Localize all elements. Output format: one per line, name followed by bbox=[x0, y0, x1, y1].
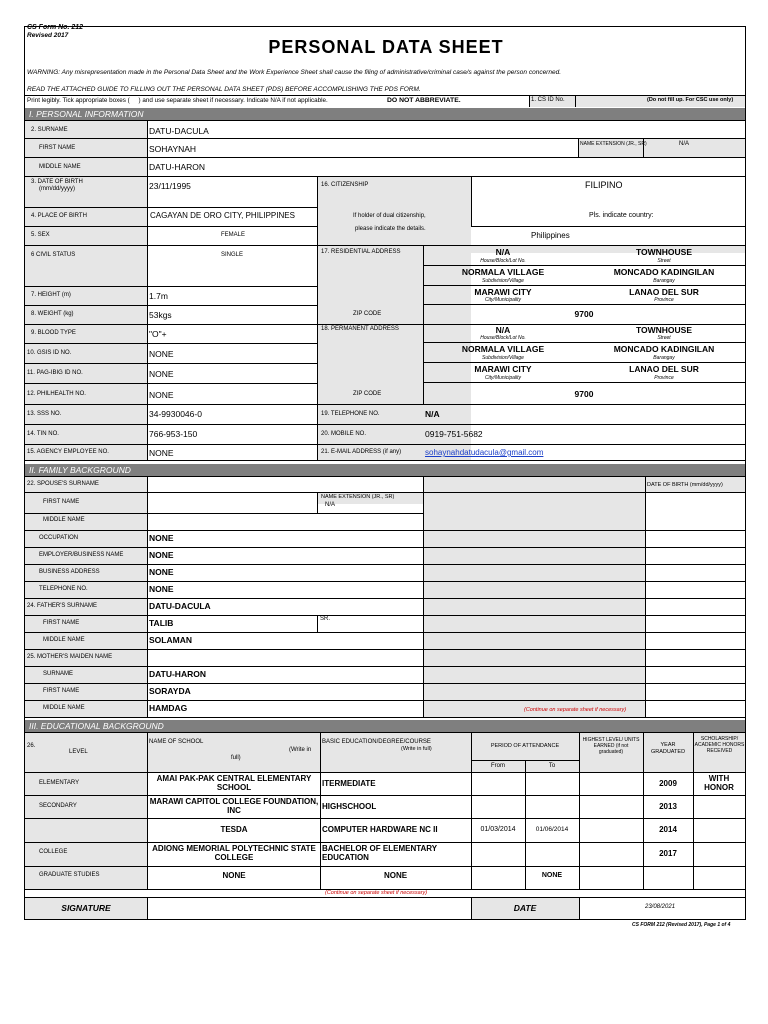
edu-col-from: From bbox=[491, 763, 505, 769]
spouse-middle-name-label: MIDDLE NAME bbox=[43, 517, 85, 523]
perm-street-sub: Street bbox=[657, 335, 671, 341]
edu-row-level: ELEMENTARY bbox=[39, 780, 80, 786]
res-house-sub: House/Block/Lot No. bbox=[480, 258, 526, 264]
gsis-value: NONE bbox=[149, 349, 174, 359]
spouse-telephone-value: NONE bbox=[149, 584, 174, 594]
dob-format: (mm/dd/yyyy) bbox=[39, 186, 75, 192]
res-barangay-value: MONCADO KADINGILAN bbox=[613, 267, 715, 277]
telephone-value: N/A bbox=[425, 409, 440, 419]
name-extension-value: N/A bbox=[679, 141, 690, 147]
gsis-label: 10. GSIS ID NO. bbox=[27, 350, 72, 356]
date-value: 23/08/2021 bbox=[645, 904, 676, 910]
sss-value: 34-9930046-0 bbox=[149, 409, 202, 419]
edu-row-course: NONE bbox=[383, 871, 408, 880]
mobile-value: 0919-751-5682 bbox=[425, 429, 483, 439]
signature-label: SIGNATURE bbox=[61, 903, 111, 913]
dob-value: 23/11/1995 bbox=[149, 181, 191, 191]
edu-row-from: 01/03/2014 bbox=[480, 826, 516, 833]
edu-row-school: NONE bbox=[222, 871, 246, 880]
father-surname-label: 24. FATHER'S SURNAME bbox=[27, 603, 98, 609]
res-city-sub: City/Municipality bbox=[484, 297, 522, 303]
pob-value: CAGAYAN DE ORO CITY, PHILIPPINES bbox=[150, 211, 295, 220]
spouse-name-ext-value: N/A bbox=[325, 502, 336, 508]
edu-row-honors: WITH HONOR bbox=[704, 774, 734, 792]
perm-zip-value: 9700 bbox=[574, 389, 594, 399]
res-province-value: LANAO DEL SUR bbox=[629, 287, 699, 297]
dual-citizenship-note-2: please indicate the details. bbox=[355, 226, 426, 232]
edu-row-to: NONE bbox=[541, 872, 563, 879]
spouse-telephone-label: TELEPHONE NO. bbox=[39, 586, 88, 592]
citizenship-value: FILIPINO bbox=[585, 180, 623, 190]
father-name-ext-value: SR. bbox=[320, 616, 331, 622]
res-house-value: N/A bbox=[495, 247, 511, 257]
pagibig-label: 11. PAG-IBIG ID NO. bbox=[27, 370, 83, 376]
civil-status-value: SINGLE bbox=[221, 252, 244, 258]
sex-label: 5. SEX bbox=[31, 232, 50, 238]
agency-employee-label: 15. AGENCY EMPLOYEE NO. bbox=[27, 449, 109, 455]
father-first-name-value: TALIB bbox=[149, 618, 174, 628]
permanent-address-label: 18. PERMANENT ADDRESS bbox=[321, 326, 399, 332]
spouse-surname-label: 22. SPOUSE'S SURNAME bbox=[27, 481, 99, 487]
agency-employee-value: NONE bbox=[149, 448, 174, 458]
sss-label: 13. SSS NO. bbox=[27, 411, 62, 417]
edu-continue-note: (Continue on separate sheet if necessary) bbox=[325, 890, 428, 896]
edu-number: 26. bbox=[27, 743, 36, 749]
spouse-name-ext-label: NAME EXTENSION (JR., SR) bbox=[321, 494, 395, 500]
edu-row-level: COLLEGE bbox=[39, 849, 68, 855]
email-value[interactable]: sohaynahdatudacula@gmail.com bbox=[425, 448, 544, 457]
father-first-name-label: FIRST NAME bbox=[43, 620, 80, 626]
occupation-value: NONE bbox=[149, 533, 174, 543]
philhealth-label: 12. PHILHEALTH NO. bbox=[27, 391, 86, 397]
res-subdivision-sub: Subdivision/Village bbox=[482, 278, 524, 284]
print-note: Print legibly. Tick appropriate boxes ( ) and use separate sheet if necessary. Indicate N/A if not applicable. bbox=[27, 97, 328, 104]
warning-text: WARNING: Any misrepresentation made in the Personal Data Sheet and the Work Experience Sheet shall cause the filing of administrative/criminal case/s against the person concerned. bbox=[27, 69, 561, 76]
perm-subdivision-value: NORMALA VILLAGE bbox=[461, 344, 545, 354]
edu-row-year: 2013 bbox=[659, 802, 677, 811]
philhealth-value: NONE bbox=[149, 390, 174, 400]
pds-form bbox=[24, 26, 746, 920]
mother-middle-name-value: HAMDAG bbox=[149, 703, 188, 713]
section-family-background: II. FAMILY BACKGROUND bbox=[25, 464, 745, 476]
edu-col-course: BASIC EDUCATION/DEGREE/COURSE bbox=[322, 739, 431, 745]
occupation-label: OCCUPATION bbox=[39, 535, 79, 541]
edu-row-school: MARAWI CAPITOL COLLEGE FOUNDATION, INC bbox=[149, 797, 319, 815]
no-abbreviate-note: DO NOT ABBREVIATE. bbox=[387, 97, 461, 104]
edu-col-school-note: (Write in bbox=[289, 747, 312, 753]
father-middle-name-value: SOLAMAN bbox=[149, 635, 192, 645]
edu-col-to: To bbox=[548, 763, 556, 769]
middle-name-label: MIDDLE NAME bbox=[39, 164, 81, 170]
mother-surname-label: SURNAME bbox=[43, 671, 74, 677]
date-label: DATE bbox=[513, 903, 537, 913]
edu-col-level: LEVEL bbox=[69, 749, 88, 755]
tin-value: 766-953-150 bbox=[149, 429, 198, 439]
res-barangay-sub: Barangay bbox=[653, 278, 675, 284]
edu-row-course: BACHELOR OF ELEMENTARY EDUCATION bbox=[322, 844, 437, 862]
edu-col-period: PERIOD OF ATTENDANCE bbox=[490, 743, 560, 749]
res-province-sub: Province bbox=[654, 297, 674, 303]
res-zip-value: 9700 bbox=[574, 309, 594, 319]
father-middle-name-label: MIDDLE NAME bbox=[43, 637, 85, 643]
weight-label: 8. WEIGHT (kg) bbox=[31, 311, 74, 317]
indicate-country-label: Pls. indicate country: bbox=[589, 212, 654, 219]
mother-maiden-label: 25. MOTHER'S MAIDEN NAME bbox=[27, 654, 113, 660]
perm-zip-label: ZIP CODE bbox=[353, 391, 382, 397]
spouse-dob-label: DATE OF BIRTH (mm/dd/yyyy) bbox=[647, 482, 723, 488]
edu-row-year: 2014 bbox=[659, 825, 677, 834]
surname-value: DATU-DACULA bbox=[149, 126, 209, 136]
citizenship-label: 16. CITIZENSHIP bbox=[321, 182, 369, 188]
country-value: Philippines bbox=[531, 231, 570, 240]
edu-row-level: GRADUATE STUDIES bbox=[39, 872, 100, 878]
res-subdivision-value: NORMALA VILLAGE bbox=[461, 267, 545, 277]
telephone-label: 19. TELEPHONE NO. bbox=[321, 411, 380, 417]
pagibig-value: NONE bbox=[149, 369, 174, 379]
perm-subdivision-sub: Subdivision/Village bbox=[482, 355, 524, 361]
dob-label: 3. DATE OF BIRTH bbox=[31, 179, 83, 185]
page-footer-note: CS FORM 212 (Revised 2017), Page 1 of 4 bbox=[632, 922, 731, 928]
email-label: 21. E-MAIL ADDRESS (if any) bbox=[321, 449, 402, 455]
csc-use-note: (Do not fill up. For CSC use only) bbox=[647, 97, 734, 103]
spouse-first-name-label: FIRST NAME bbox=[43, 499, 80, 505]
perm-city-sub: City/Municipality bbox=[484, 375, 522, 381]
edu-row-course: COMPUTER HARDWARE NC II bbox=[322, 825, 438, 834]
perm-house-value: N/A bbox=[495, 325, 511, 335]
cs-id-label: 1. CS ID No. bbox=[531, 97, 565, 103]
edu-row-year: 2009 bbox=[659, 779, 677, 788]
name-extension-label: NAME EXTENSION (JR., SR) bbox=[580, 141, 647, 147]
edu-row-school: AMAI PAK-PAK CENTRAL ELEMENTARY SCHOOL bbox=[156, 774, 312, 792]
height-label: 7. HEIGHT (m) bbox=[31, 292, 71, 298]
blood-type-value: "O"+ bbox=[149, 329, 167, 339]
form-number: CS Form No. 212 bbox=[27, 24, 84, 31]
edu-row-course: HIGHSCHOOL bbox=[322, 802, 377, 811]
section-personal-information: I. PERSONAL INFORMATION bbox=[25, 108, 745, 120]
edu-row-school: ADIONG MEMORIAL POLYTECHNIC STATE COLLEGE bbox=[152, 844, 316, 862]
employer-value: NONE bbox=[149, 550, 174, 560]
edu-col-year: YEAR GRADUATED bbox=[650, 742, 686, 755]
employer-label: EMPLOYER/BUSINESS NAME bbox=[39, 552, 124, 558]
read-guide-text: READ THE ATTACHED GUIDE TO FILLING OUT THE PERSONAL DATA SHEET (PDS) BEFORE ACCOMPLISHING THE PDS FORM. bbox=[27, 86, 421, 93]
tin-label: 14. TIN NO. bbox=[27, 431, 59, 437]
perm-province-value: LANAO DEL SUR bbox=[629, 364, 699, 374]
civil-status-label: 6 CIVIL STATUS bbox=[31, 252, 76, 258]
perm-house-sub: House/Block/Lot No. bbox=[480, 335, 526, 341]
edu-row-year: 2017 bbox=[659, 849, 677, 858]
edu-col-school-note2: full) bbox=[231, 755, 241, 761]
perm-barangay-sub: Barangay bbox=[653, 355, 675, 361]
perm-province-sub: Province bbox=[654, 375, 674, 381]
height-value: 1.7m bbox=[149, 291, 168, 301]
blood-type-label: 9. BLOOD TYPE bbox=[31, 330, 76, 336]
res-street-sub: Street bbox=[657, 258, 671, 264]
family-continue-note: (Continue on separate sheet if necessary) bbox=[524, 707, 627, 713]
res-street-value: TOWNHOUSE bbox=[635, 247, 693, 257]
edu-row-course: ITERMEDIATE bbox=[322, 779, 376, 788]
form-revised: Revised 2017 bbox=[27, 32, 69, 39]
first-name-value: SOHAYNAH bbox=[149, 144, 197, 154]
page-title: PERSONAL DATA SHEET bbox=[268, 37, 504, 57]
mother-first-name-value: SORAYDA bbox=[149, 686, 191, 696]
mother-first-name-label: FIRST NAME bbox=[43, 688, 80, 694]
dual-citizenship-note-1: If holder of dual citizenship, bbox=[353, 213, 426, 219]
edu-row-to: 01/06/2014 bbox=[535, 826, 569, 833]
surname-label: 2. SURNAME bbox=[31, 127, 68, 133]
edu-row-school: TESDA bbox=[220, 825, 248, 834]
perm-barangay-value: MONCADO KADINGILAN bbox=[613, 344, 715, 354]
residential-address-label: 17. RESIDENTIAL ADDRESS bbox=[321, 249, 401, 255]
mobile-label: 20. MOBILE NO. bbox=[321, 431, 367, 437]
middle-name-value: DATU-HARON bbox=[149, 162, 206, 172]
signature-field[interactable] bbox=[148, 898, 470, 918]
pob-label: 4. PLACE OF BIRTH bbox=[31, 213, 87, 219]
edu-col-honors: SCHOLARSHIP/ ACADEMIC HONORS RECEIVED bbox=[694, 736, 745, 754]
business-address-value: NONE bbox=[149, 567, 174, 577]
edu-col-school: NAME OF SCHOOL bbox=[149, 739, 204, 745]
perm-street-value: TOWNHOUSE bbox=[635, 325, 693, 335]
section-educational-background: III. EDUCATIONAL BACKGROUND bbox=[25, 720, 745, 732]
mother-middle-name-label: MIDDLE NAME bbox=[43, 705, 85, 711]
first-name-label: FIRST NAME bbox=[39, 145, 76, 151]
perm-city-value: MARAWI CITY bbox=[474, 364, 532, 374]
res-zip-label: ZIP CODE bbox=[353, 311, 382, 317]
edu-col-course-note: (Write in full) bbox=[401, 746, 432, 752]
sex-value: FEMALE bbox=[221, 232, 246, 238]
weight-value: 53kgs bbox=[149, 310, 172, 320]
edu-row-level: SECONDARY bbox=[39, 803, 77, 809]
father-surname-value: DATU-DACULA bbox=[149, 601, 211, 611]
business-address-label: BUSINESS ADDRESS bbox=[39, 569, 100, 575]
edu-col-highest: HIGHEST LEVEL/ UNITS EARNED (if not graduated) bbox=[582, 737, 640, 755]
mother-surname-value: DATU-HARON bbox=[149, 669, 206, 679]
res-city-value: MARAWI CITY bbox=[474, 287, 532, 297]
